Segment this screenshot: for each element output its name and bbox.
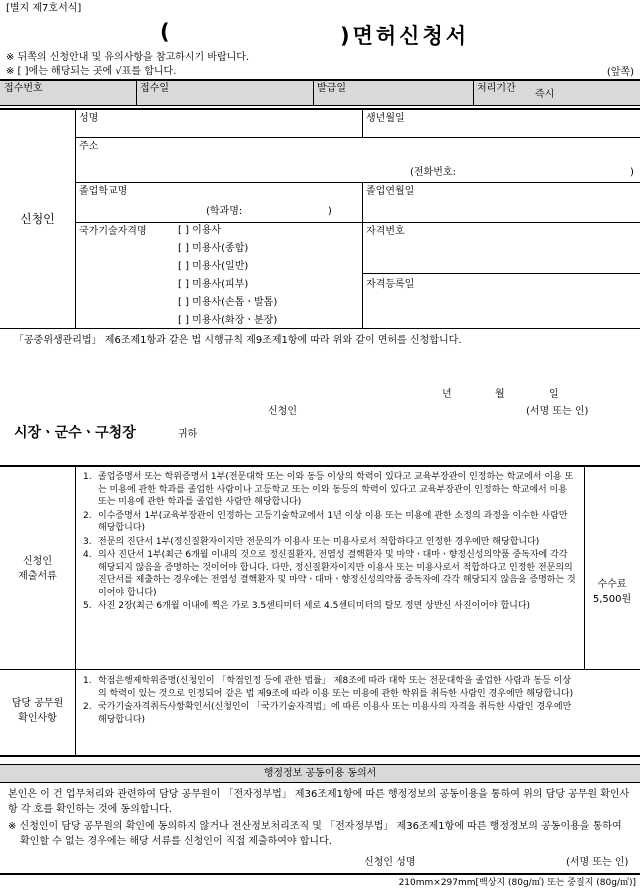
major-close: )	[328, 206, 332, 217]
birth-date-label: 생년월일	[366, 113, 405, 124]
license-option-barber[interactable]: [ ] 이용사	[178, 225, 222, 236]
major-label: (학과명:	[206, 206, 243, 217]
license-name-label: 국가기술자격명	[79, 226, 147, 237]
submit-docs-list	[83, 471, 578, 614]
paper-spec: 210mm×297mm[백상지 (80g/㎡) 또는 중질지 (80g/㎡)]	[398, 878, 636, 888]
issue-date-label: 발급일	[317, 83, 346, 94]
addressee-suffix: 귀하	[178, 429, 198, 440]
school-label: 졸업학교명	[79, 186, 128, 197]
list-item: 4. 의사 진단서 1부(최근 6개월 이내의 것으로 정신질환자, 전염성 결핵환자 및 마약ㆍ대마ㆍ향정신성의약품 중독자에 각각 해당되지 않음을 증명하는 것이어야 합니다. 다만, 정신질환자이지만 이용사 또는 미용사로서 적합하다고 인정한 전문의의 진단서를 제출하는 경우에는 전염성 결핵환자 및 마약ㆍ대마ㆍ향정신성의약품 중독자에 각각 해당되지 않음을 증명하는 것이어야 합니다)	[83, 550, 576, 598]
submit-docs-label-line2: 제출서류	[18, 571, 57, 582]
official-check-label-line2: 확인사항	[18, 713, 57, 724]
graduation-date-label: 졸업연월일	[366, 186, 415, 197]
front-side-label: (앞쪽)	[606, 67, 634, 78]
list-item: 2. 국가기술자격취득사항확인서(신청인이 「국가기술자격법」에 따른 이용사 또는 미용사의 자격을 취득한 사람인 경우에만 해당합니다)	[83, 702, 572, 725]
address-label: 주소	[79, 141, 99, 152]
declaration-text: 「공중위생관리법」 제6조제1항과 같은 법 시행규칙 제9조제1항에 따라 위와 같이 면허를 신청합니다.	[14, 335, 462, 346]
list-item: 1. 학점은행제학위증명(신청인이 「학점인정 등에 관한 법률」 제8조에 따라 대학 또는 전문대학을 졸업한 사람과 동등 이상의 학력이 있는 것으로 인정되어 같은 법 제9조에 따라 이용 또는 미용에 관한 학위를 취득한 사람인 경우에만 해당합니다)	[83, 676, 574, 699]
declaration-applicant-label: 신청인	[268, 406, 297, 417]
receipt-number-label: 접수번호	[4, 83, 43, 94]
attachment-label: [별지 제7호서식]	[6, 3, 82, 14]
fee-label: 수수료	[597, 579, 627, 590]
phone-close: )	[630, 167, 634, 178]
applicant-section-label: 신청인	[20, 212, 55, 226]
license-option-beautician-normal[interactable]: [ ] 미용사(일반)	[178, 261, 249, 272]
license-option-beautician-makeup[interactable]: [ ] 미용사(화장ㆍ분장)	[178, 315, 278, 326]
license-option-beautician-skin[interactable]: [ ] 미용사(피부)	[178, 279, 249, 290]
license-option-beautician-nail[interactable]: [ ] 미용사(손톱ㆍ발톱)	[178, 297, 278, 308]
receipt-date-label: 접수일	[140, 83, 169, 94]
declaration-signature: (서명 또는 인)	[526, 406, 589, 417]
phone-label: (전화번호:	[410, 167, 456, 178]
list-item: 1. 졸업증명서 또는 학위증명서 1부(전문대학 또는 이와 동등 이상의 학력이 있다고 교육부장관이 인정하는 학교에서 이용 또는 미용에 관한 학과를 졸업한 사람이나 고등학교 또는 이와 동등의 학력이 있다고 교육부장관이 인정하는 학교에서 이용 또는 미용에 관한 학과를 졸업한 사람만 해당합니다)	[83, 472, 574, 507]
list-item: 3. 전문의 진단서 1부(정신질환자이지만 전문의가 이용사 또는 미용사로서 적합하다고 인정한 경우에만 해당합니다)	[83, 536, 540, 547]
processing-period-label: 처리기간	[477, 83, 516, 94]
consent-signature: (서명 또는 인)	[566, 857, 629, 868]
submit-docs-label-line1: 신청인	[23, 556, 52, 567]
date-year: 년	[442, 389, 452, 400]
list-item: 2. 이수증명서 1부(교육부장관이 인정하는 고등기술학교에서 1년 이상 이용 또는 미용에 관한 소정의 과정을 이수한 사람만 해당합니다)	[83, 510, 568, 533]
consent-signer-label: 신청인 성명	[364, 857, 416, 868]
consent-text: 본인은 이 건 업무처리와 관련하여 담당 공무원이 「전자정부법」 제36조제1항에 따른 행정정보의 공동이용을 통하여 위의 담당 공무원 확인사항 각 호를 확인하는 것에 동의합니다.	[8, 789, 630, 815]
list-item: 5. 사진 2장(최근 6개월 이내에 찍은 가로 3.5센티미터 세로 4.5센티미터의 탈모 정면 상반신 사진이어야 합니다)	[83, 601, 531, 611]
official-check-list	[83, 675, 578, 727]
license-number-label: 자격번호	[366, 226, 405, 237]
fee-value: 5,500원	[592, 594, 632, 605]
date-month: 월	[495, 389, 505, 400]
consent-note: ※ 신청인이 담당 공무원의 확인에 동의하지 않거나 전산정보처리조직 및 「전자정부법」 제36조제1항에 따른 행정정보의 공동이용을 통하여 확인할 수 없는 경우에는 해당 서류를 신청인이 직접 제출하여야 합니다.	[8, 821, 622, 847]
page-title: )면허신청서	[340, 24, 470, 48]
date-day: 일	[549, 389, 559, 400]
consent-title: 행정정보 공동이용 동의서	[263, 768, 377, 779]
processing-period-value: 즉시	[535, 89, 555, 100]
addressee: 시장ㆍ군수ㆍ구청장	[14, 425, 136, 441]
license-option-beautician-general[interactable]: [ ] 미용사(종합)	[178, 243, 249, 254]
title-paren-open: (	[160, 20, 173, 44]
notice-checkbox: ※ [ ]에는 해당되는 곳에 √표를 합니다.	[6, 66, 177, 77]
license-registration-date-label: 자격등록일	[366, 279, 415, 290]
name-label: 성명	[79, 113, 99, 124]
official-check-label-line1: 담당 공무원	[11, 698, 64, 709]
notice-reverse-side: ※ 뒤쪽의 신청안내 및 유의사항을 참고하시기 바랍니다.	[6, 52, 250, 63]
license-options	[178, 224, 277, 332]
